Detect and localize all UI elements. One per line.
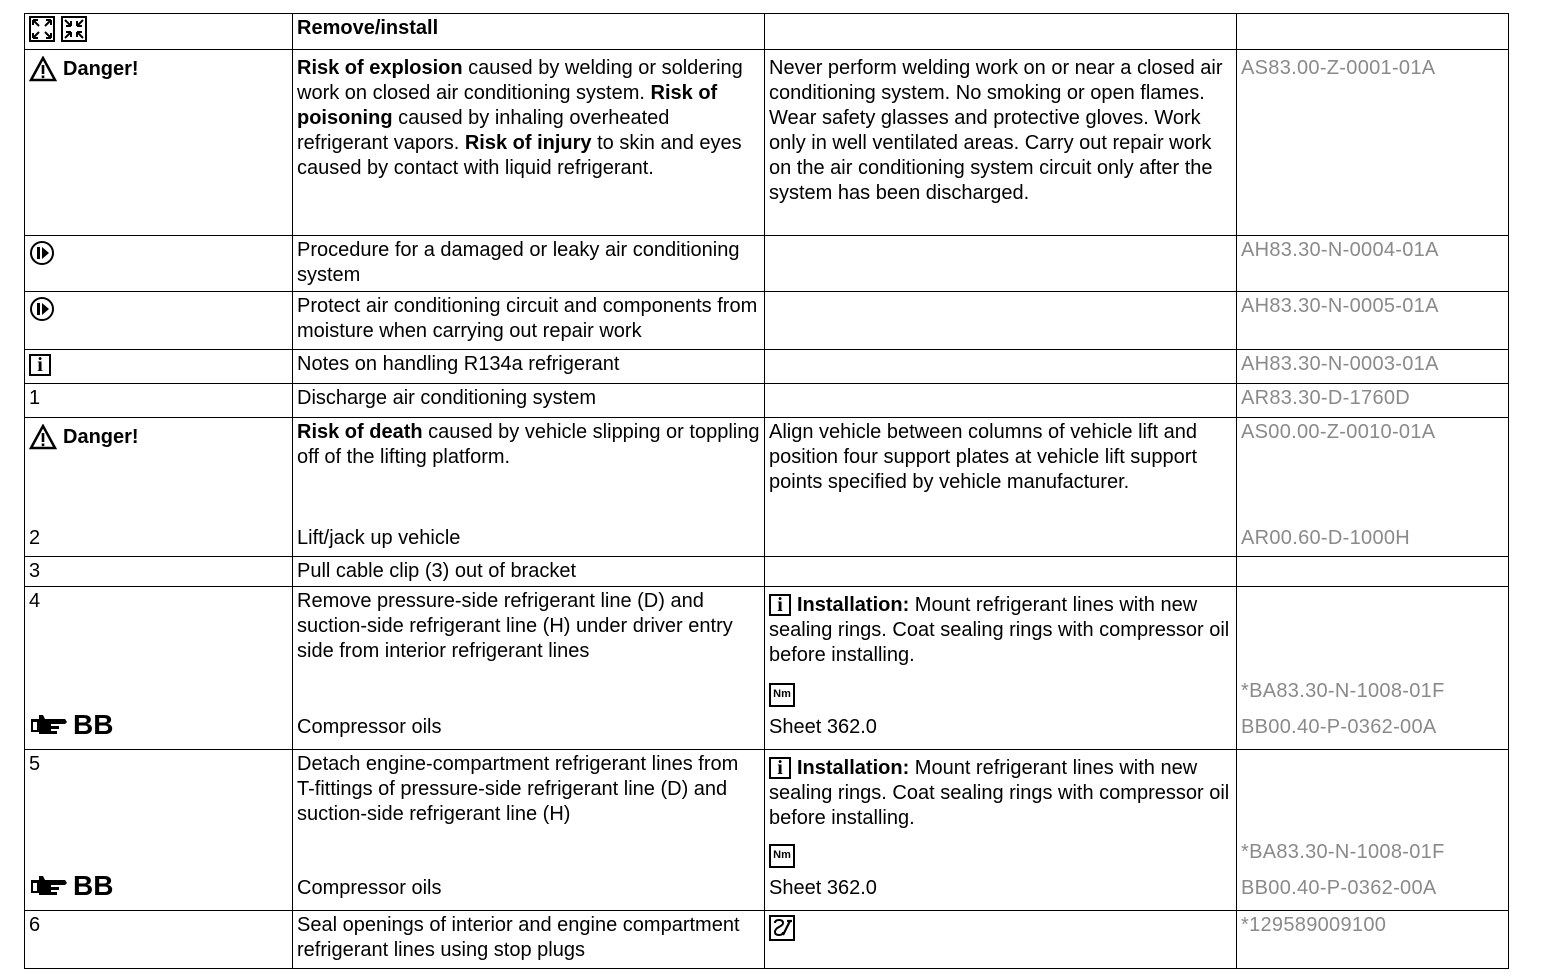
info-row bbox=[25, 350, 1509, 384]
pointing-hand-icon bbox=[29, 711, 69, 737]
step-row bbox=[25, 911, 1509, 969]
document-reference[interactable]: AH83.30-N-0005-01A bbox=[1237, 292, 1509, 350]
header-empty-cell bbox=[765, 14, 1237, 50]
bb-text: Compressor oils bbox=[297, 877, 442, 899]
document-reference[interactable]: AR00.60-D-1000H bbox=[1241, 527, 1411, 549]
step-row bbox=[25, 384, 1509, 418]
step-row bbox=[25, 750, 1509, 911]
step-text: Seal openings of interior and engine compartment refrigerant lines using stop plugs bbox=[293, 911, 765, 969]
document-reference[interactable]: BB00.40-P-0362-00A bbox=[1241, 877, 1437, 899]
step-number: 3 bbox=[25, 557, 293, 587]
document-reference[interactable]: AS83.00-Z-0001-01A bbox=[1237, 50, 1509, 236]
danger-measure-text: Never perform welding work on or near a closed air conditioning system. No smoking or open flames. Wear safety glasses and protective gloves. Work only in well ventilated areas. Carry out repair work on the air conditioning system circuit only after the system has been discharged. bbox=[765, 50, 1237, 236]
danger-risk-text: Risk of explosion caused by welding or soldering work on closed air conditioning system. Risk of poisoning caused by inhaling overheated refrigerant vapors. Risk of injury to skin and eyes caused by contact with liquid refrigerant. bbox=[293, 50, 765, 236]
danger-label: Danger! bbox=[29, 56, 288, 82]
bb-sheet: Sheet 362.0 bbox=[769, 877, 877, 899]
danger-risk-text: Risk of death caused by vehicle slipping or toppling off of the lifting platform. bbox=[297, 421, 760, 468]
step-number: 4 bbox=[29, 590, 41, 612]
step-text: Lift/jack up vehicle bbox=[297, 527, 461, 549]
document-reference[interactable]: *BA83.30-N-1008-01F bbox=[1241, 841, 1445, 863]
danger-measure-text: Align vehicle between columns of vehicle lift and position four support plates at vehicle lift support points specified by vehicle manufacturer. bbox=[765, 418, 1237, 557]
warning-triangle-icon bbox=[29, 424, 57, 450]
step-text: Pull cable clip (3) out of bracket bbox=[293, 557, 765, 587]
bb-text: Compressor oils bbox=[297, 716, 442, 738]
info-icon: i bbox=[769, 594, 791, 616]
info-text: Notes on handling R134a refrigerant bbox=[293, 350, 765, 384]
header-empty-cell bbox=[1237, 14, 1509, 50]
step-number: 2 bbox=[29, 527, 41, 549]
danger-row-explosion bbox=[25, 50, 1509, 236]
header-title: Remove/install bbox=[293, 14, 765, 50]
warning-triangle-icon bbox=[29, 56, 57, 82]
collapse-icon[interactable] bbox=[61, 16, 87, 49]
step-row bbox=[25, 557, 1509, 587]
note-row bbox=[25, 236, 1509, 292]
step-number: 5 bbox=[29, 753, 41, 775]
note-row bbox=[25, 292, 1509, 350]
procedure-table bbox=[24, 13, 1509, 969]
document-reference[interactable]: BB00.40-P-0362-00A bbox=[1241, 716, 1437, 738]
bb-sheet: Sheet 362.0 bbox=[769, 716, 877, 738]
step-row bbox=[25, 587, 1509, 750]
step-number: 1 bbox=[25, 384, 293, 418]
installation-note: i Installation: Mount refrigerant lines with new sealing rings. Coat sealing rings with compressor oil before installing. bbox=[769, 757, 1230, 829]
note-text: Procedure for a damaged or leaky air conditioning system bbox=[293, 236, 765, 292]
torque-icon[interactable]: Nm bbox=[769, 844, 795, 868]
danger-row-lift bbox=[25, 418, 1509, 557]
danger-label: Danger! bbox=[29, 424, 288, 450]
torque-icon[interactable]: Nm bbox=[769, 683, 795, 707]
step-text: Discharge air conditioning system bbox=[293, 384, 765, 418]
installation-note: i Installation: Mount refrigerant lines with new sealing rings. Coat sealing rings with compressor oil before installing. bbox=[769, 594, 1230, 666]
step-number: 6 bbox=[25, 911, 293, 969]
note-text: Protect air conditioning circuit and components from moisture when carrying out repair work bbox=[293, 292, 765, 350]
note-arrow-icon bbox=[29, 296, 55, 322]
expand-icon[interactable] bbox=[29, 16, 55, 49]
step-text: Remove pressure-side refrigerant line (D) and suction-side refrigerant line (H) under driver entry side from interior refrigerant lines bbox=[297, 590, 733, 662]
info-icon: i bbox=[769, 757, 791, 779]
bb-label: BB bbox=[29, 872, 288, 898]
info-icon: i bbox=[29, 354, 51, 376]
document-reference[interactable]: AR83.30-D-1760D bbox=[1237, 384, 1509, 418]
special-tool-icon[interactable] bbox=[769, 915, 795, 941]
document-reference[interactable]: AH83.30-N-0003-01A bbox=[1237, 350, 1509, 384]
document-reference[interactable]: *129589009100 bbox=[1237, 911, 1509, 969]
bb-label: BB bbox=[29, 711, 288, 737]
document-reference[interactable]: *BA83.30-N-1008-01F bbox=[1241, 680, 1445, 702]
pointing-hand-icon bbox=[29, 872, 69, 898]
step-text: Detach engine-compartment refrigerant lines from T-fittings of pressure-side refrigerant line (D) and suction-side refrigerant line (H) bbox=[297, 753, 739, 825]
document-reference[interactable]: AS00.00-Z-0010-01A bbox=[1241, 421, 1436, 443]
note-arrow-icon bbox=[29, 240, 55, 266]
header-row bbox=[25, 14, 1509, 50]
header-icons-cell bbox=[25, 14, 293, 50]
document-reference[interactable]: AH83.30-N-0004-01A bbox=[1237, 236, 1509, 292]
